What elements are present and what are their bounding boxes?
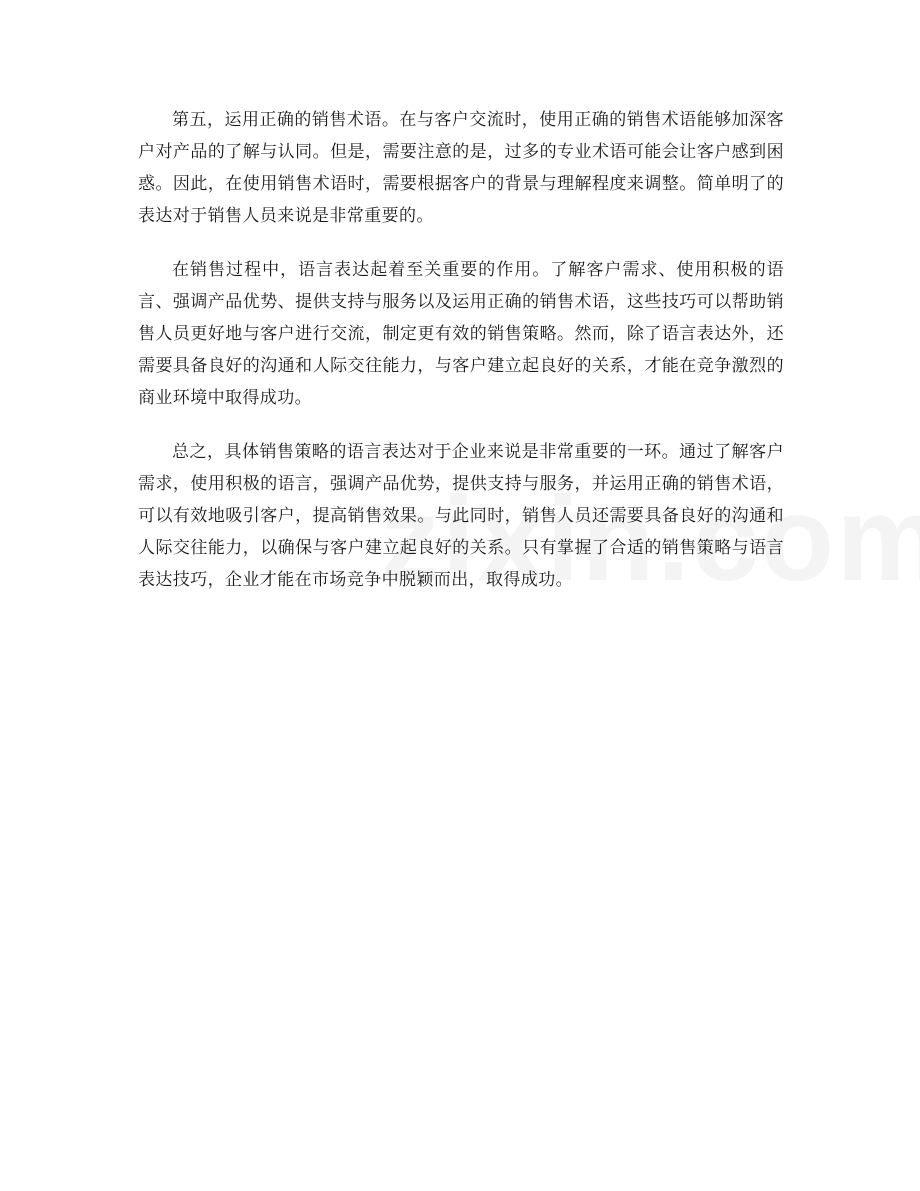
paragraph: 第五，运用正确的销售术语。在与客户交流时，使用正确的销售术语能够加深客户对产品的了解与认同。但是，需要注意的是，过多的专业术语可能会让客户感到困惑。因此，在使用销售术语时，需要根据客户的背景与理解程度来调整。简单明了的表达对于销售人员来说是非常重要的。 bbox=[138, 110, 784, 226]
paragraph: 在销售过程中，语言表达起着至关重要的作用。了解客户需求、使用积极的语言、强调产品优势、提供支持与服务以及运用正确的销售术语，这些技巧可以帮助销售人员更好地与客户进行交流，制定更有效的销售策略。然而，除了语言表达外，还需要具备良好的沟通和人际交往能力，与客户建立起良好的关系，才能在竞争激烈的商业环境中取得成功。 bbox=[138, 260, 784, 408]
paragraph: 总之，具体销售策略的语言表达对于企业来说是非常重要的一环。通过了解客户需求，使用积极的语言，强调产品优势，提供支持与服务，并运用正确的销售术语，可以有效地吸引客户，提高销售效果。与此同时，销售人员还需要具备良好的沟通和人际交往能力，以确保与客户建立起良好的关系。只有掌握了合适的销售策略与语言表达技巧，企业才能在市场竞争中脱颖而出，取得成功。 bbox=[138, 442, 784, 590]
document-body bbox=[138, 104, 784, 618]
